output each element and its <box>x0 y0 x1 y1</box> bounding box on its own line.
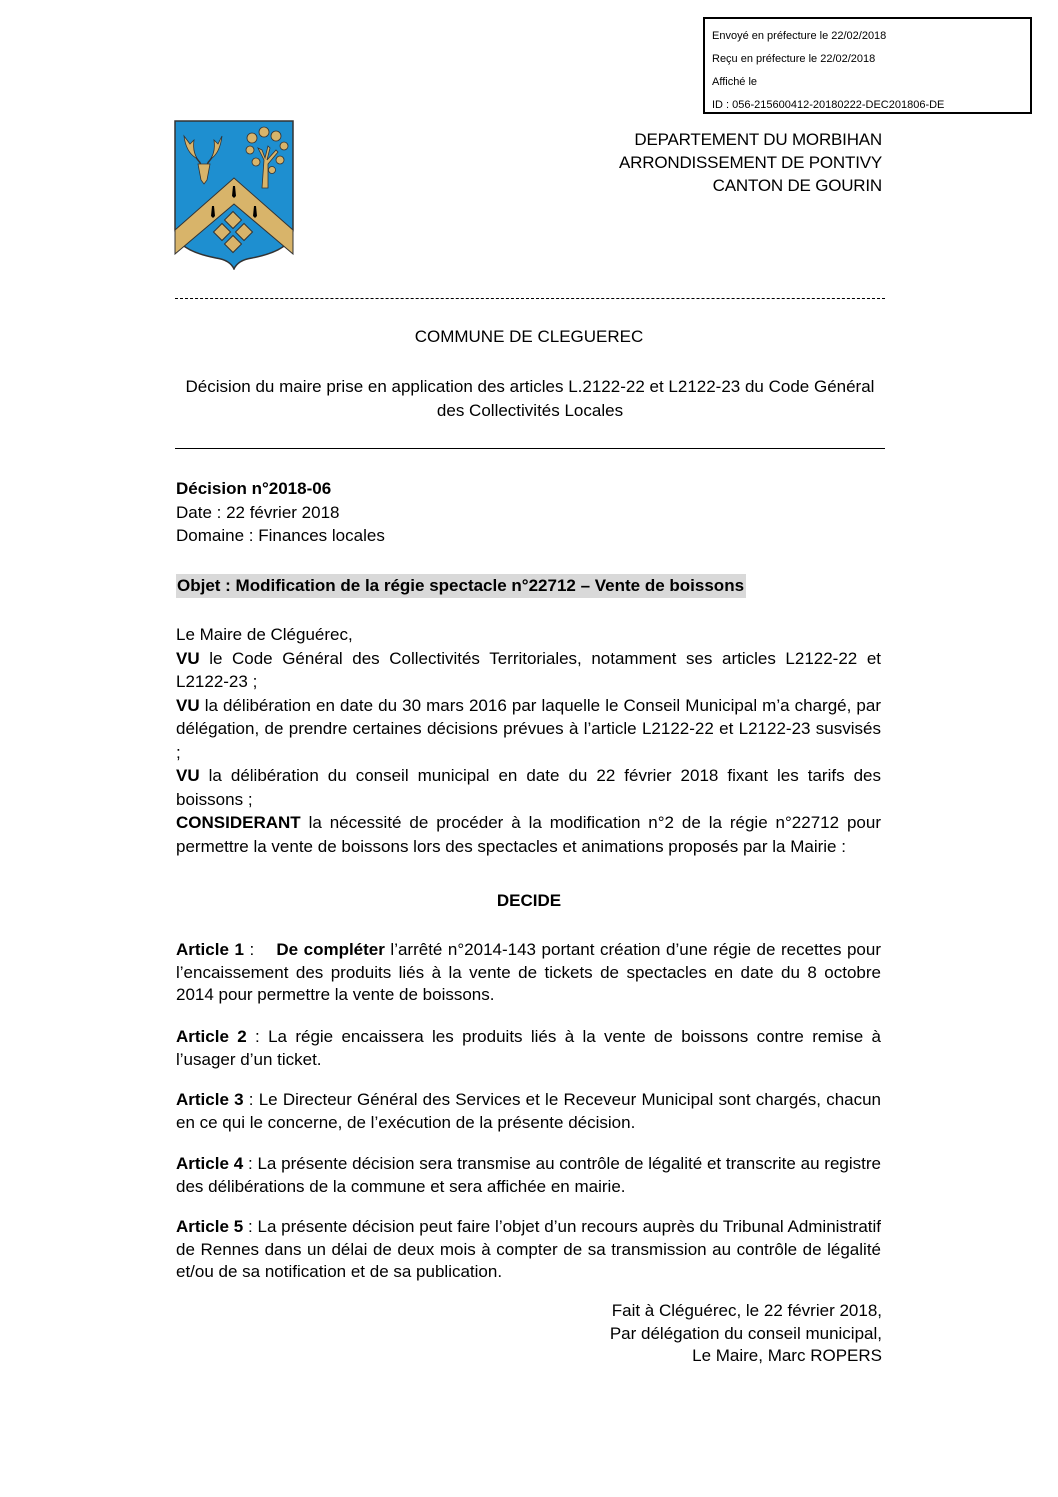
article-label: Article 5 <box>176 1217 244 1236</box>
signature-block <box>610 1300 882 1368</box>
article-text: l’arrêté n°2014-143 portant création d’une régie de recettes pour l’encaissement des produits liés à la vente de tickets de spectacles en date du 8 octobre 2014 pour permettre la vente de boissons. <box>176 940 882 1004</box>
article-2 <box>176 1026 881 1071</box>
article-sep: : <box>243 1090 259 1109</box>
header-canton: CANTON DE GOURIN <box>712 176 882 195</box>
preamble-vu-3 <box>176 764 881 811</box>
decision-domain: Domaine : Finances locales <box>176 526 385 545</box>
signature-delegation: Par délégation du conseil municipal, <box>609 1323 882 1343</box>
article-sep: : <box>246 1027 269 1046</box>
article-text: La présente décision peut faire l’objet d’un recours auprès du Tribunal Administratif de Rennes dans un délai de deux mois à compter de sa transmission au contrôle de légalité et/ou de sa notification et de sa publication. <box>176 1217 882 1281</box>
header-arrondissement: ARRONDISSEMENT DE PONTIVY <box>619 153 882 172</box>
article-lead: De compléter <box>276 940 385 959</box>
preamble-considerant <box>176 811 881 858</box>
vu-text: la délibération en date du 30 mars 2016 par laquelle le Conseil Municipal m’a chargé, par délégation, de prendre certaines décisions prévues à l’article L2122-22 et L2122-23 susvisés ; <box>176 695 881 762</box>
signature-place-date: Fait à Cléguérec, le 22 février 2018, <box>611 1301 882 1320</box>
decide-heading: DECIDE <box>496 891 562 910</box>
stamp-id: ID : 056-215600412-20180222-DEC201806-DE <box>712 99 945 111</box>
article-sep: : <box>243 940 277 959</box>
header-department: DEPARTEMENT DU MORBIHAN <box>634 130 882 149</box>
solid-divider <box>175 448 885 449</box>
vu-label: VU <box>176 766 200 785</box>
signature-mayor: Le Maire, Marc ROPERS <box>692 1346 882 1365</box>
article-label: Article 3 <box>176 1090 244 1109</box>
decision-meta <box>176 477 881 548</box>
article-sep: : <box>243 1154 258 1173</box>
preamble <box>176 623 881 858</box>
vu-text: la délibération du conseil municipal en date du 22 février 2018 fixant les tarifs des boissons ; <box>176 766 881 809</box>
article-label: Article 4 <box>176 1154 244 1173</box>
decision-subject: Objet : Modification de la régie spectacle n°22712 – Vente de boissons <box>176 574 746 598</box>
stamp-posted: Affiché le <box>712 76 758 88</box>
article-3 <box>176 1089 881 1134</box>
stamp-sent: Envoyé en préfecture le 22/02/2018 <box>712 30 887 42</box>
article-1 <box>176 939 881 1007</box>
article-sep: : <box>243 1217 258 1236</box>
article-text: La régie encaissera les produits liés à la vente de boissons contre remise à l’usager d’un ticket. <box>176 1027 882 1069</box>
decision-number: Décision n°2018-06 <box>176 479 332 498</box>
vu-label: VU <box>176 695 200 715</box>
article-text: La présente décision sera transmise au contrôle de légalité et transcrite au registre des délibérations de la commune et sera affichée en mairie. <box>176 1154 881 1196</box>
commune-title: COMMUNE DE CLEGUEREC <box>414 327 644 346</box>
coat-of-arms-icon <box>172 118 296 270</box>
article-4 <box>176 1153 881 1198</box>
decision-subtitle: Décision du maire prise en application des articles L.2122-22 et L2122-23 du Code Général des Collectivités Locales <box>185 377 875 420</box>
considerant-label: CONSIDERANT <box>176 813 301 832</box>
vu-text: le Code Général des Collectivités Territoriales, notamment ses articles L2122-22 et L2122-23 ; <box>176 648 881 691</box>
preamble-vu-2 <box>176 694 881 765</box>
article-5 <box>176 1216 881 1284</box>
prefecture-stamp <box>703 17 1032 114</box>
stamp-received: Reçu en préfecture le 22/02/2018 <box>712 53 876 65</box>
article-text: Le Directeur Général des Services et le Receveur Municipal sont chargés, chacun en ce qui le concerne, de l’exécution de la présente décision. <box>176 1090 882 1132</box>
administrative-header <box>619 128 882 197</box>
vu-label: VU <box>176 648 200 668</box>
preamble-intro: Le Maire de Cléguérec, <box>176 625 353 644</box>
decision-date: Date : 22 février 2018 <box>176 502 340 522</box>
article-label: Article 2 <box>176 1027 247 1046</box>
preamble-vu-1 <box>176 647 881 694</box>
considerant-text: la nécessité de procéder à la modification n°2 de la régie n°22712 pour permettre la vente de boissons lors des spectacles et animations proposés par la Mairie : <box>176 813 881 856</box>
dashed-divider <box>175 298 885 299</box>
article-label: Article 1 <box>176 940 244 959</box>
